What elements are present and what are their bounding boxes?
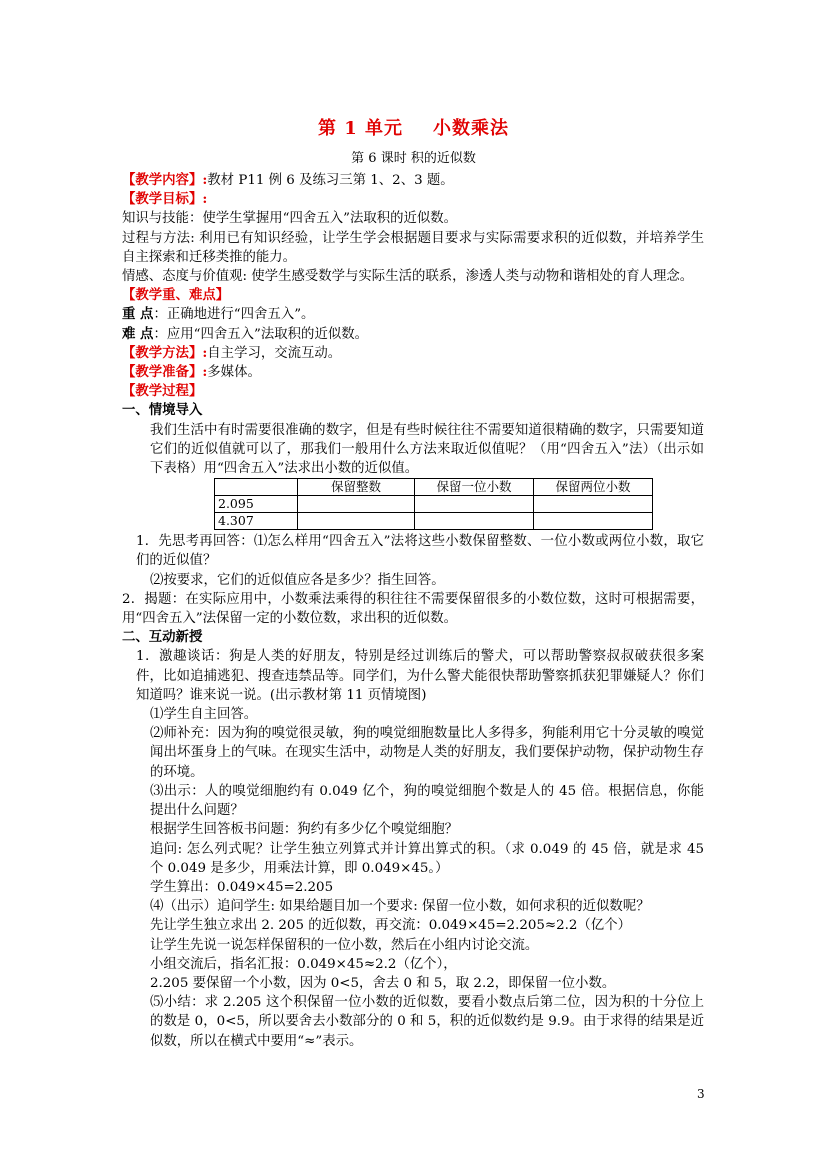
table-cell: 4.307 (215, 513, 298, 530)
part2-paragraph: 小组交流后，指名汇报：0.049×45≈2.2（亿个）， (150, 956, 457, 972)
table-header: 保留一位小数 (415, 479, 534, 496)
table-cell: 2.095 (215, 496, 298, 513)
question-2: ⑵按要求，它们的近似值应各是多少？指生回答。 (150, 572, 445, 588)
table-row (215, 496, 653, 513)
part2-paragraph: 学生算出：0.049×45=2.205 (150, 879, 334, 895)
content-text: 教材 P11 例 6 及练习三第 1、2、3 题。 (207, 173, 454, 188)
table-cell (298, 496, 415, 513)
goal-process: 过程与方法: 利用已有知识经验，让学生学会根据题目要求与实际需要求积的近似数，并培养学生自主探索和迁移类推的能力。 (122, 230, 704, 265)
lesson-body (122, 171, 704, 1051)
part2-paragraph: 根据学生回答板书问题：狗约有多少亿个嗅觉细胞？ (150, 822, 458, 838)
question-1: 1．先思考再回答：⑴怎么样用“四舍五入”法将这些小数保留整数、一位小数或两位小数，取它们的近似值？ (136, 534, 704, 569)
key-label: 【教学重、难点】 (122, 287, 230, 304)
difficulty-label: 难 点 (122, 325, 154, 342)
unit-name: 小数乘法 (433, 118, 510, 139)
part2-heading: 二、互动新授 (122, 629, 203, 646)
table-header-row (215, 479, 653, 496)
goals-label: 【教学目标】: (122, 191, 208, 208)
part2-paragraph: ⑶出示：人的嗅觉细胞约有 0.049 亿个，狗的嗅觉细胞个数是人的 45 倍。根据信息，你能提出什么问题？ (150, 783, 704, 819)
table-cell (534, 496, 653, 513)
table-cell (534, 513, 653, 530)
key-point-label: 重 点 (122, 306, 154, 323)
rounding-table (214, 478, 653, 530)
unit-label: 第 1 单元 (317, 118, 404, 139)
table-row (215, 513, 653, 530)
key-point-text: ：正确地进行“四舍五入”。 (153, 307, 315, 323)
goal-emotion: 情感、态度与价值观: 使学生感受数学与实际生活的联系，渗透人类与动物和谐相处的育人理念。 (122, 269, 694, 285)
part2-paragraph: ⑴学生自主回答。 (150, 707, 258, 723)
difficulty-text: ：应用“四舍五入”法取积的近似数。 (153, 326, 369, 342)
part1-intro: 我们生活中有时需要很准确的数字，但是有些时候往往不需要知道很精确的数字，只需要知道它们的近似值就可以了，那我们一般用什么方法来取近似值呢？（用“四舍五入”法）（出示如下表格）用“四舍五入”法求出小数的近似值。 (150, 422, 704, 477)
method-text: 自主学习，交流互动。 (207, 345, 342, 361)
goal-knowledge: 知识与技能：使学生掌握用“四舍五入”法取积的近似数。 (122, 211, 458, 227)
method-label: 【教学方法】: (122, 344, 208, 361)
page-title (0, 114, 827, 140)
page-number: 3 (697, 1087, 705, 1101)
table-cell (415, 496, 534, 513)
lesson-subtitle: 第 6 课时 积的近似数 (351, 151, 476, 166)
content-label: 【教学内容】: (122, 172, 208, 188)
part2-paragraph: 追问: 怎么列式呢？让学生独立列算式并计算出算式的积。（求 0.049 的 45 倍，就是求 45 个 0.049 是多少，用乘法计算，即 0.049×45。） (150, 841, 704, 876)
table-cell (298, 513, 415, 530)
table-cell (415, 513, 534, 530)
part2-paragraph: 先让学生独立求出 2. 205 的近似数，再交流：0.049×45=2.205≈2.2（亿个） (150, 918, 631, 934)
prep-label: 【教学准备】: (122, 364, 208, 381)
part2-paragraph: ⑷（出示）追问学生: 如果给题目加一个要求: 保留一位小数，如何求积的近似数呢？ (150, 899, 650, 915)
part2-paragraph: ⑵师补充：因为狗的嗅觉很灵敏，狗的嗅觉细胞数量比人多得多，狗能利用它十分灵敏的嗅觉闻出坏蛋身上的气味。在现实生活中，动物是人类的好朋友，我们要保护动物，保护动物生存的环境。 (150, 726, 704, 780)
part2-paragraph: 让学生先说一说怎样保留积的一位小数，然后在小组内讨论交流。 (150, 937, 539, 953)
reveal-topic: 2．揭题：在实际应用中，小数乘法乘得的积往往不需要保留很多的小数位数，这时可根据需要，用“四舍五入”法保留一定的小数位数，求出积的近似数。 (122, 591, 704, 627)
process-label: 【教学过程】 (122, 383, 203, 400)
part2-paragraph: 2.205 要保留一个小数，因为 0<5，舍去 0 和 5，取 2.2，即保留一位小数。 (150, 975, 616, 991)
table-header (215, 479, 298, 496)
table-header: 保留整数 (298, 479, 415, 496)
prep-text: 多媒体。 (207, 365, 261, 381)
part2-summary: ⑸小结：求 2.205 这个积保留一位小数的近似数，要看小数点后第二位，因为积的十分位上的数是 0，0<5，所以要舍去小数部分的 0 和 5，积的近似数约是 9.9。由于求得的结果是近似数，所以在横式中要用“≈”表示。 (150, 995, 704, 1049)
table-header: 保留两位小数 (534, 479, 653, 496)
part1-heading: 一、情境导入 (122, 402, 203, 419)
part2-paragraph: 1．激趣谈话：狗是人类的好朋友，特别是经过训练后的警犬，可以帮助警察叔叔破获很多案件，比如追捕逃犯、搜查违禁品等。同学们，为什么警犬能很快帮助警察抓获犯罪嫌疑人？你们知道吗？谁来说一说。(出示教材第 11 页情境图) (136, 649, 704, 703)
